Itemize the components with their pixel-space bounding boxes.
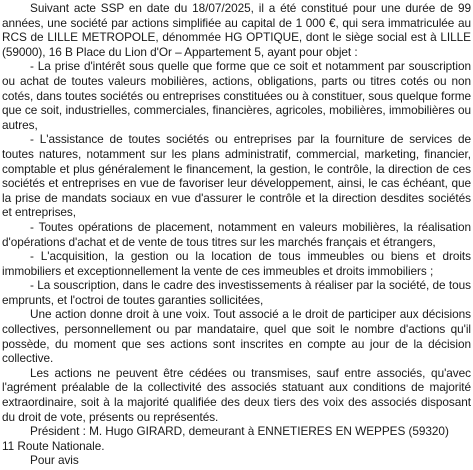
paragraph-president-address: 11 Route Nationale.: [2, 438, 105, 453]
paragraph-object-placement: - Toutes opérations de placement, notamment en valeurs mobilières, la réalisation d'opérations d'achat et de vente de tous titres sur les marchés français et étrangers,: [2, 219, 471, 249]
paragraph-object-borrowing: - La souscription, dans le cadre des investissements à réaliser par la société, de tous emprunts, et l'octroi de toutes garanties sollicitées,: [2, 278, 471, 307]
paragraph-object-participation: - La prise d'intérêt sous quelle que forme que ce soit et notamment par souscription ou achat de toutes valeurs mobilières, actions, obligations, parts ou titres cotés ou non cotés, dans toutes sociétés ou entreprises constituées ou à constituer, sous quelque forme que ce soit, industrielles, commerciales, financières, agricoles, mobilières, immobilières ou autres,: [2, 59, 471, 132]
paragraph-object-assistance: - L'assistance de toutes sociétés ou entreprises par la fourniture de services de toutes natures, notamment sur les plans administratif, commercial, marketing, financier, comptable et plus généralement le financement, la gestion, le contrôle, la direction de ces sociétés et entreprises en vue de favoriser leur développement, ainsi, le cas échéant, que la prise de mandats sociaux en vue d'assurer le contrôle et la direction desdites sociétés et entreprises,: [2, 132, 471, 220]
paragraph-share-transfer: Les actions ne peuvent être cédées ou transmises, sauf entre associés, qu'avec l'agrément préalable de la collectivité des associés statuant aux conditions de majorité extraordinaire, soit à la majorité qualifiée des deux tiers des voix des associés disposant du droit de vote, présents ou représentés.: [2, 365, 471, 424]
paragraph-constitution: Suivant acte SSP en date du 18/07/2025, il a été constitué pour une durée de 99 années, une société par actions simplifiée au capital de 1 000 €, qui sera immatriculée au RCS de LILLE METROPOLE, dénommée HG OPTIQUE, dont le siège social est à LILLE (59000), 16 B Place du Lion d'Or – Appartement 5, ayant pour objet :: [2, 1, 471, 59]
paragraph-voting-rights: Une action donne droit à une voix. Tout associé a le droit de participer aux décisions collectives, personnellement ou par mandataire, quel que soit le nombre d'actions qu'il possède, du moment que ses actions sont inscrites en compte au jour de la décision collective.: [2, 307, 471, 366]
paragraph-president: Président : M. Hugo GIRARD, demeurant à ENNETIERES EN WEPPES (59320): [30, 424, 449, 439]
paragraph-object-real-estate: - L'acquisition, la gestion ou la location de tous immeubles ou biens et droits immobiliers et exceptionnellement la vente de ces immeubles et droits immobiliers ;: [2, 249, 471, 278]
paragraph-closing: Pour avis: [30, 453, 79, 468]
